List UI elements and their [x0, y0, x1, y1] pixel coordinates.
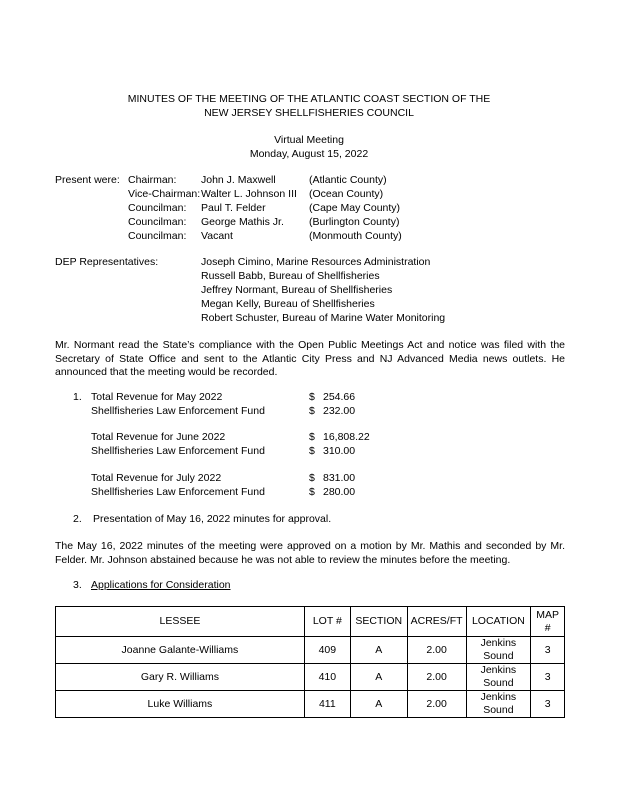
revenue-amount: 831.00 — [323, 472, 356, 484]
cell-location — [466, 637, 531, 664]
member-role: Councilman: — [128, 230, 187, 242]
member-name: Walter L. Johnson III — [201, 188, 297, 200]
cell-lessee: Joanne Galante-Williams — [56, 637, 305, 664]
revenue-currency: $ — [309, 431, 315, 443]
revenue-amount: 310.00 — [323, 445, 356, 457]
revenue-label: Total Revenue for May 2022 — [91, 391, 223, 403]
meeting-date: Monday, August 15, 2022 — [249, 148, 369, 160]
document-title-line1: MINUTES OF THE MEETING OF THE ATLANTIC COAST SECTION OF THE — [127, 93, 491, 105]
cell-lot: 410 — [304, 664, 350, 691]
document-title-line2: NEW JERSEY SHELLFISHERIES COUNCIL — [204, 107, 414, 119]
dep-rep: Jeffrey Normant, Bureau of Shellfisheries — [201, 284, 393, 296]
revenue-label: Shellfisheries Law Enforcement Fund — [91, 445, 265, 457]
revenue-label: Shellfisheries Law Enforcement Fund — [91, 486, 265, 498]
member-role: Councilman: — [128, 216, 187, 228]
cell-map: 3 — [531, 691, 565, 718]
member-name: George Mathis Jr. — [201, 216, 284, 228]
cell-acres: 2.00 — [407, 691, 466, 718]
revenue-amount: 16,808.22 — [323, 431, 370, 443]
member-county: (Atlantic County) — [309, 174, 387, 186]
item3-number: 3. — [73, 579, 82, 591]
header-section: SECTION — [350, 607, 407, 637]
table-row — [56, 664, 565, 691]
cell-lessee: Gary R. Williams — [56, 664, 305, 691]
revenue-currency: $ — [309, 486, 315, 498]
dep-label: DEP Representatives: — [55, 256, 159, 268]
header-location — [466, 607, 531, 637]
revenue-label: Shellfisheries Law Enforcement Fund — [91, 405, 265, 417]
member-county: (Ocean County) — [309, 188, 384, 200]
member-county: (Cape May County) — [309, 202, 401, 214]
approval-paragraph: The May 16, 2022 minutes of the meeting were approved on a motion by Mr. Mathis and seconded by Mr. Felder. Mr. Johnson abstained because he was not able to review the minutes before the meeting. — [55, 540, 565, 566]
member-name: John J. Maxwell — [201, 174, 276, 186]
cell-location-text: Jenkins Sound — [480, 664, 517, 689]
member-name: Vacant — [201, 230, 233, 242]
cell-map: 3 — [531, 664, 565, 691]
present-label: Present were: — [55, 174, 120, 186]
revenue-amount: 280.00 — [323, 486, 356, 498]
cell-map: 3 — [531, 637, 565, 664]
dep-rep: Robert Schuster, Bureau of Marine Water Monitoring — [201, 312, 446, 324]
cell-location — [466, 664, 531, 691]
cell-lot: 411 — [304, 691, 350, 718]
applications-table — [55, 606, 565, 718]
table-row — [56, 637, 565, 664]
cell-section: A — [350, 664, 407, 691]
table-row — [56, 691, 565, 718]
item2-text: Presentation of May 16, 2022 minutes for approval. — [93, 513, 332, 525]
member-role: Councilman: — [128, 202, 187, 214]
member-county: (Monmouth County) — [309, 230, 402, 242]
item1-number: 1. — [73, 391, 82, 403]
header-map — [531, 607, 565, 637]
cell-section: A — [350, 637, 407, 664]
revenue-amount: 254.66 — [323, 391, 356, 403]
member-role: Chairman: — [128, 174, 177, 186]
revenue-currency: $ — [309, 445, 315, 457]
cell-location-text: Jenkins Sound — [480, 691, 517, 716]
dep-rep: Russell Babb, Bureau of Shellfisheries — [201, 270, 380, 282]
dep-rep: Megan Kelly, Bureau of Shellfisheries — [201, 298, 375, 310]
member-county: (Burlington County) — [309, 216, 400, 228]
cell-lessee: Luke Williams — [56, 691, 305, 718]
header-map-label: MAP # — [536, 608, 559, 634]
cell-acres: 2.00 — [407, 664, 466, 691]
revenue-label: Total Revenue for July 2022 — [91, 472, 222, 484]
table-header-row — [56, 607, 565, 637]
intro-paragraph: Mr. Normant read the State’s compliance with the Open Public Meetings Act and notice was filed with the Secretary of State Office and sent to the Atlantic City Press and NJ Advanced Media news outlets. He announced that the meeting would be recorded. — [55, 339, 565, 379]
revenue-amount: 232.00 — [323, 405, 356, 417]
revenue-currency: $ — [309, 405, 315, 417]
cell-section: A — [350, 691, 407, 718]
revenue-currency: $ — [309, 472, 315, 484]
header-lessee: LESSEE — [56, 607, 305, 637]
cell-lot: 409 — [304, 637, 350, 664]
dep-rep: Joseph Cimino, Marine Resources Administration — [201, 256, 431, 268]
meeting-type: Virtual Meeting — [274, 134, 344, 146]
header-location-label: LOCATION — [471, 615, 525, 627]
cell-location-text: Jenkins Sound — [480, 637, 517, 662]
cell-location — [466, 691, 531, 718]
header-acres: ACRES/FT — [407, 607, 466, 637]
item3-title: Applications for Consideration — [91, 579, 231, 591]
member-name: Paul T. Felder — [201, 202, 266, 214]
member-role: Vice-Chairman: — [128, 188, 201, 200]
cell-acres: 2.00 — [407, 637, 466, 664]
revenue-label: Total Revenue for June 2022 — [91, 431, 226, 443]
revenue-currency: $ — [309, 391, 315, 403]
header-lot: LOT # — [304, 607, 350, 637]
item2-number: 2. — [73, 513, 82, 525]
